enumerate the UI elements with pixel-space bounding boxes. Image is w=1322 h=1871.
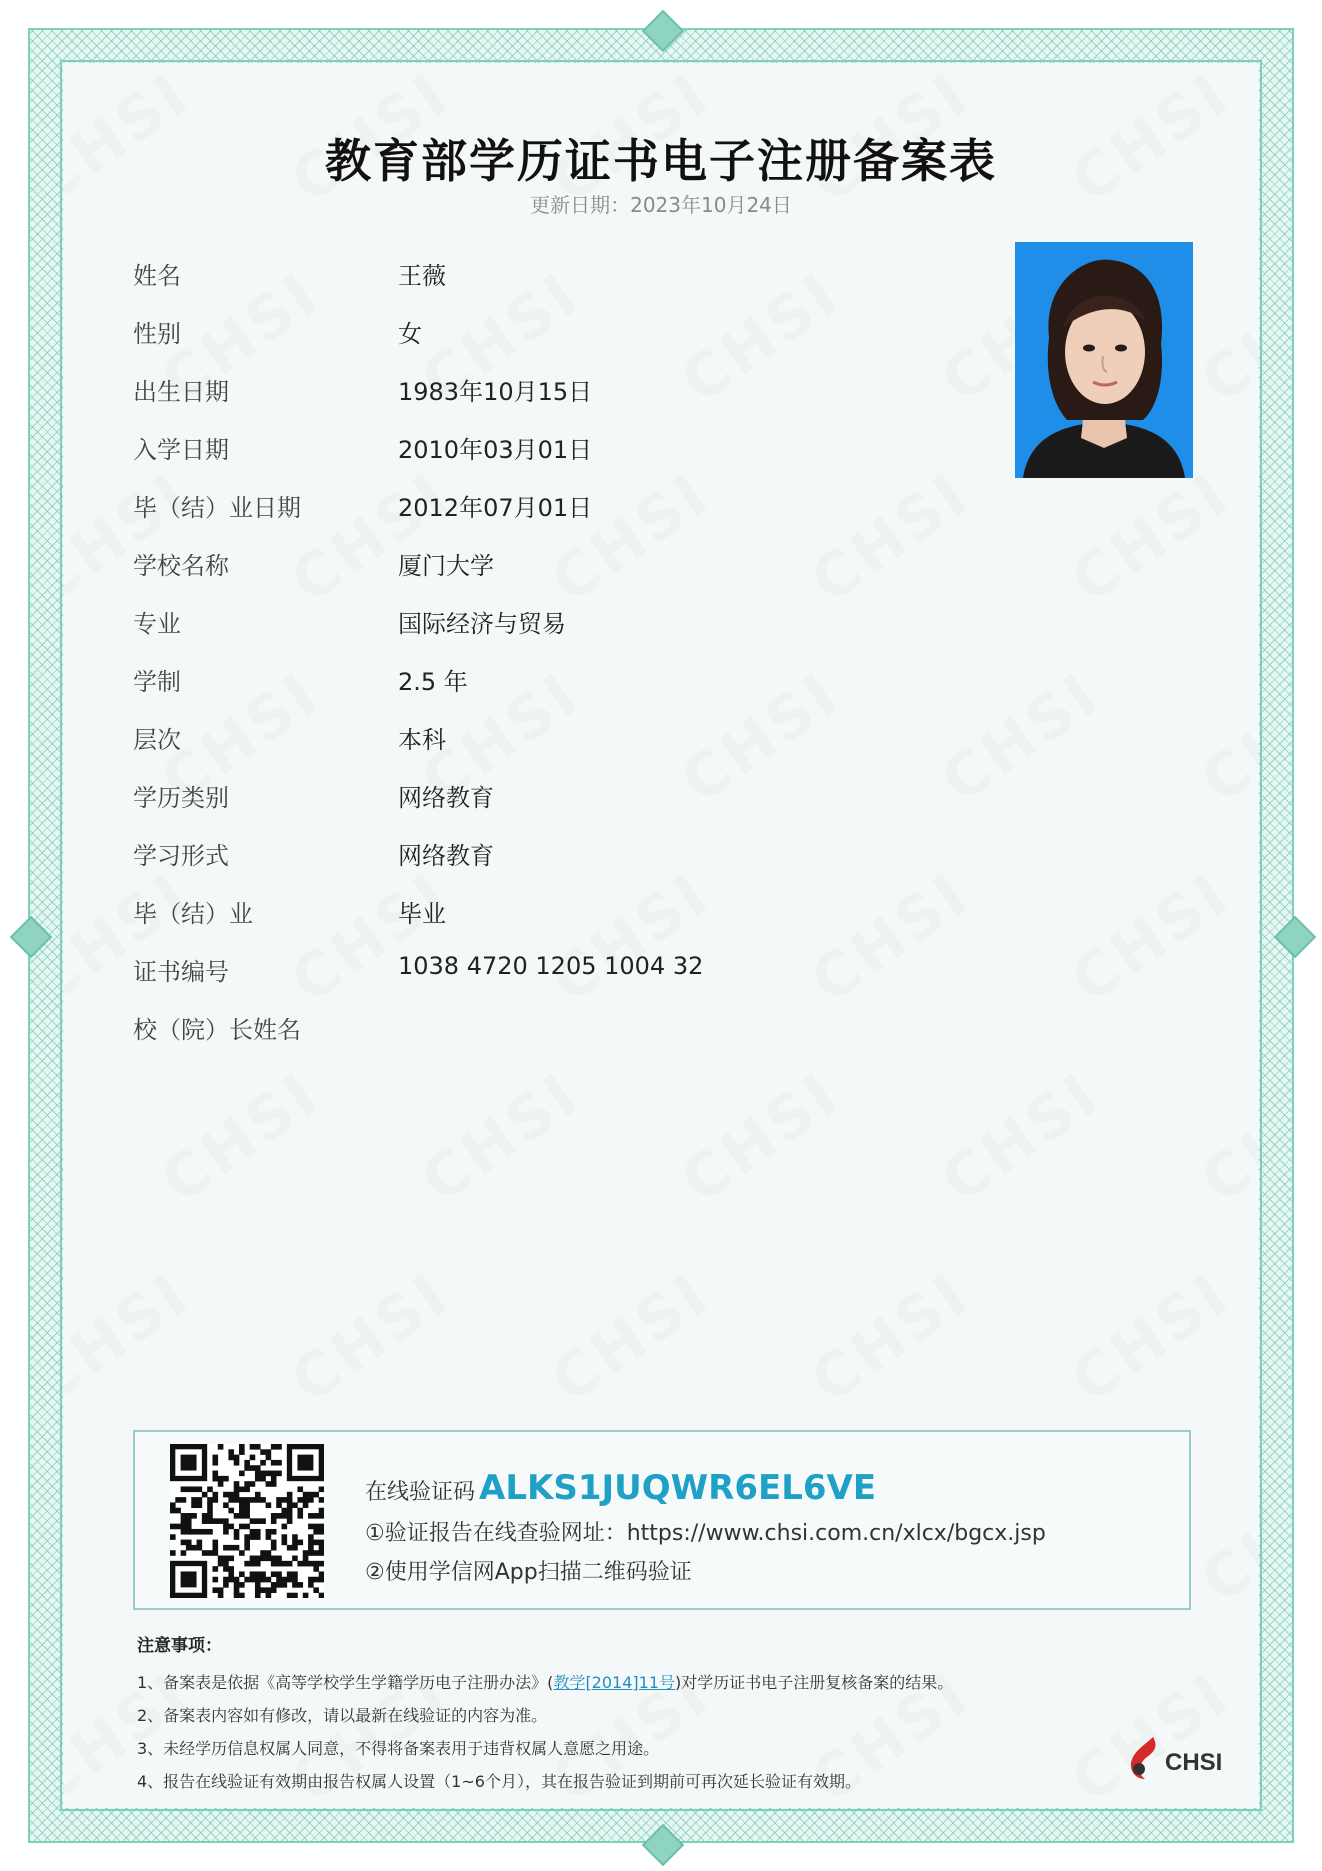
field-value: 2012年07月01日 bbox=[398, 494, 593, 522]
watermark-text bbox=[279, 1259, 463, 1417]
watermark-text bbox=[539, 1259, 723, 1417]
watermark-text bbox=[799, 459, 983, 617]
note-item-2: 2、备案表内容如有修改，请以最新在线验证的内容为准。 bbox=[137, 1706, 548, 1725]
watermark-text bbox=[1189, 659, 1259, 817]
field-label: 学校名称 bbox=[133, 552, 229, 580]
watermark-text bbox=[929, 1059, 1113, 1217]
watermark-text bbox=[669, 659, 853, 817]
watermark-text bbox=[1059, 1259, 1243, 1417]
note-1-suffix: )对学历证书电子注册复核备案的结果。 bbox=[675, 1673, 954, 1692]
field-value: 网络教育 bbox=[398, 784, 494, 812]
field-label: 入学日期 bbox=[133, 436, 229, 464]
field-label: 毕（结）业 bbox=[133, 900, 253, 928]
regulation-link[interactable]: 教学[2014]11号 bbox=[553, 1673, 676, 1692]
notes-title: 注意事项： bbox=[137, 1636, 222, 1656]
field-value: 毕业 bbox=[398, 900, 446, 928]
watermark-text bbox=[1189, 1059, 1259, 1217]
field-value: 本科 bbox=[398, 726, 446, 754]
note-item-1 bbox=[137, 1666, 1147, 1699]
field-value: 2.5 年 bbox=[398, 668, 468, 696]
field-value: 网络教育 bbox=[398, 842, 494, 870]
watermark-text bbox=[63, 859, 203, 1017]
field-value: 厦门大学 bbox=[398, 552, 494, 580]
id-photo bbox=[1015, 242, 1193, 478]
watermark-text bbox=[539, 459, 723, 617]
field-label: 层次 bbox=[133, 726, 181, 754]
watermark-text bbox=[539, 859, 723, 1017]
update-date: 更新日期：2023年10月24日 bbox=[530, 193, 792, 217]
field-label: 校（院）长姓名 bbox=[133, 1016, 301, 1044]
field-value: 女 bbox=[398, 320, 422, 348]
watermark-text bbox=[1189, 1459, 1259, 1617]
watermark-text bbox=[1059, 459, 1243, 617]
watermark-text bbox=[63, 459, 203, 617]
field-value: 2010年03月01日 bbox=[398, 436, 593, 464]
watermark-text bbox=[929, 659, 1113, 817]
note-item-4: 4、报告在线验证有效期由报告权属人设置（1~6个月），其在报告验证到期前可再次延长验证有效期。 bbox=[137, 1772, 861, 1791]
watermark-text bbox=[669, 1059, 853, 1217]
verification-code-line bbox=[365, 1468, 1046, 1508]
verification-panel bbox=[133, 1430, 1191, 1610]
field-value: 1983年10月15日 bbox=[398, 378, 593, 406]
field-label: 学习形式 bbox=[133, 842, 229, 870]
verification-url-line: ①验证报告在线查验网址：https://www.chsi.com.cn/xlcx/bgcx.jsp bbox=[365, 1521, 1046, 1546]
qr-code-icon[interactable] bbox=[170, 1444, 324, 1598]
field-label: 证书编号 bbox=[133, 958, 229, 986]
watermark-text bbox=[149, 1059, 333, 1217]
watermark-text bbox=[63, 1259, 203, 1417]
field-value: 王薇 bbox=[398, 262, 446, 290]
field-label: 学制 bbox=[133, 668, 181, 696]
verification-code: ALKS1JUQWR6EL6VE bbox=[479, 1468, 877, 1508]
note-1-prefix: 1、备案表是依据《高等学校学生学籍学历电子注册办法》( bbox=[137, 1673, 554, 1692]
watermark-text bbox=[799, 1259, 983, 1417]
watermark-text bbox=[799, 859, 983, 1017]
watermark-text bbox=[279, 459, 463, 617]
field-label: 专业 bbox=[133, 610, 181, 638]
watermark-text bbox=[1059, 859, 1243, 1017]
field-label: 性别 bbox=[133, 320, 181, 348]
watermark-text bbox=[1189, 259, 1259, 417]
field-label: 姓名 bbox=[133, 262, 181, 290]
verification-text bbox=[365, 1468, 1046, 1586]
field-value: 1038 4720 1205 1004 32 bbox=[398, 952, 704, 980]
notes-section bbox=[137, 1631, 1147, 1798]
field-label: 毕（结）业日期 bbox=[133, 494, 301, 522]
watermark-text bbox=[279, 859, 463, 1017]
watermark-text bbox=[669, 259, 853, 417]
portrait-image bbox=[1015, 242, 1193, 478]
document-title: 教育部学历证书电子注册备案表 bbox=[325, 134, 997, 188]
watermark-text bbox=[409, 1059, 593, 1217]
note-item-3: 3、未经学历信息权属人同意，不得将备案表用于违背权属人意愿之用途。 bbox=[137, 1739, 660, 1758]
chsi-logo-text: CHSI bbox=[1165, 1749, 1223, 1776]
field-value: 国际经济与贸易 bbox=[398, 610, 566, 638]
document-paper bbox=[63, 63, 1259, 1808]
field-label: 出生日期 bbox=[133, 378, 229, 406]
verification-app-line: ②使用学信网App扫描二维码验证 bbox=[365, 1560, 692, 1585]
chsi-logo bbox=[1123, 1733, 1233, 1783]
chsi-flame-icon bbox=[1123, 1733, 1167, 1783]
verification-code-label: 在线验证码 bbox=[365, 1480, 476, 1505]
field-label: 学历类别 bbox=[133, 784, 229, 812]
